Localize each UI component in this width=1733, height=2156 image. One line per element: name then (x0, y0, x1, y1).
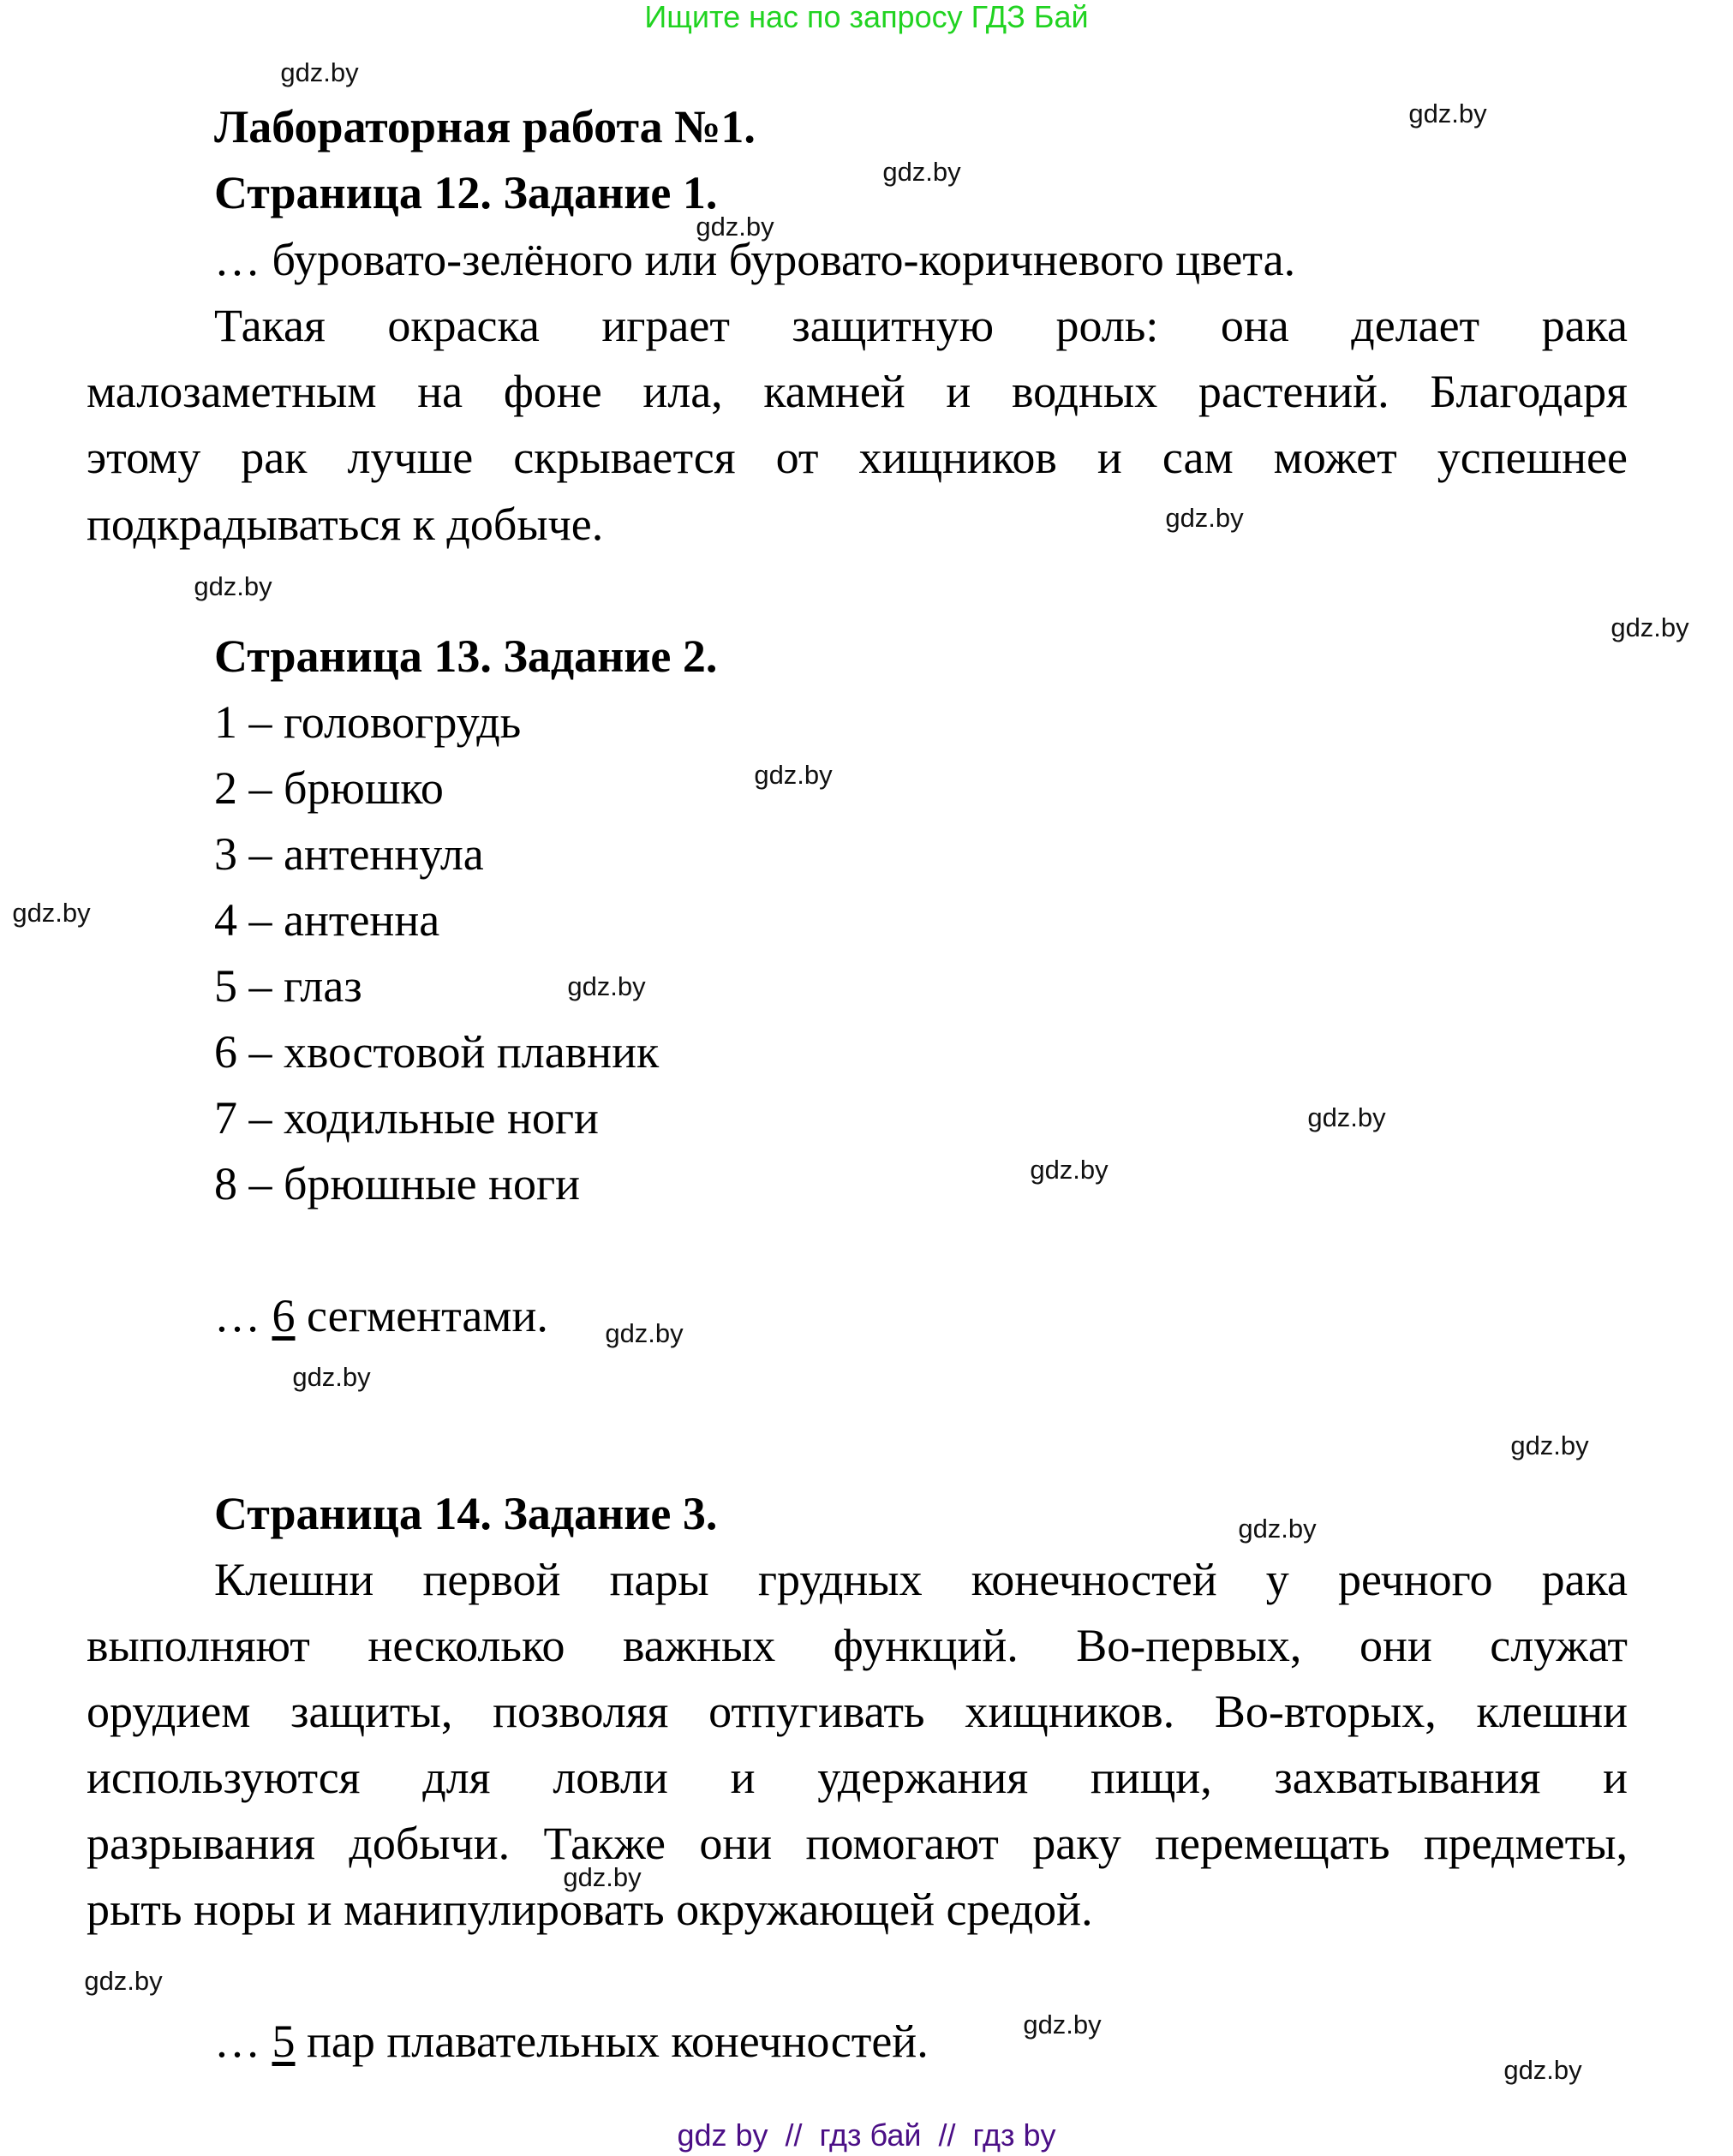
list-item: 2 – брюшко (214, 762, 444, 814)
list-item: 5 – глаз (214, 960, 362, 1012)
task1-lead: … буровато-зелёного или буровато-коричневого цвета. (214, 234, 1296, 285)
task1-line: малозаметным на фоне ила, камней и водных растений. Благодаря (87, 366, 1628, 417)
watermark: gdz.by (1165, 503, 1244, 533)
task1-heading: Страница 12. Задание 1. (214, 167, 718, 218)
answer-prefix: … (214, 1290, 272, 1341)
answer-suffix: пар плавательных конечностей. (295, 2016, 929, 2067)
task3-answer (214, 2008, 929, 2075)
watermark: gdz.by (1238, 1514, 1317, 1544)
watermark: gdz.by (280, 57, 359, 87)
document-title: Лабораторная работа №1. (214, 101, 756, 152)
task2-answer (214, 1282, 548, 1349)
banner-text: Ищите нас по запросу ГДЗ Бай (644, 0, 1089, 34)
watermark: gdz.by (1503, 2055, 1582, 2085)
list-item: 7 – ходильные ноги (214, 1092, 599, 1144)
watermark: gdz.by (754, 760, 833, 790)
task2-heading: Страница 13. Задание 2. (214, 630, 718, 682)
watermark: gdz.by (1030, 1155, 1109, 1185)
answer-suffix: сегментами. (295, 1290, 548, 1341)
task1-line: подкрадываться к добыче. (87, 499, 604, 550)
watermark: gdz.by (1307, 1102, 1386, 1132)
list-item: 4 – антенна (214, 894, 440, 946)
watermark: gdz.by (84, 1966, 163, 1996)
watermark: gdz.by (1610, 612, 1689, 642)
task3-line: Клешни первой пары грудных конечностей у речного рака (214, 1554, 1628, 1605)
list-item: 3 – антеннула (214, 828, 484, 880)
answer-value: 5 (272, 2016, 296, 2067)
task3-heading: Страница 14. Задание 3. (214, 1488, 718, 1539)
search-banner (0, 0, 1733, 34)
watermark: gdz.by (1408, 99, 1487, 128)
watermark: gdz.by (1510, 1430, 1589, 1460)
watermark: gdz.by (882, 157, 961, 187)
answer-value: 6 (272, 1290, 296, 1341)
task3-line: разрывания добычи. Также они помогают раку перемещать предметы, (87, 1818, 1628, 1869)
watermark: gdz.by (1023, 2010, 1102, 2040)
watermark: gdz.by (12, 898, 91, 928)
task3-line: выполняют несколько важных функций. Во-первых, они служат (87, 1620, 1628, 1671)
task1-line: Такая окраска играет защитную роль: она делает рака (214, 300, 1628, 351)
task3-line: используются для ловли и удержания пищи, захватывания и (87, 1752, 1628, 1803)
list-item: 8 – брюшные ноги (214, 1158, 580, 1209)
watermark: gdz.by (567, 971, 646, 1001)
answer-prefix: … (214, 2016, 272, 2067)
watermark: gdz.by (696, 212, 774, 242)
watermark: gdz.by (563, 1862, 642, 1892)
task1-line: этому рак лучше скрывается от хищников и сам может успешнее (87, 432, 1628, 483)
task3-line: рыть норы и манипулировать окружающей средой. (87, 1884, 1093, 1935)
task3-line: орудием защиты, позволяя отпугивать хищников. Во-вторых, клешни (87, 1686, 1628, 1737)
list-item: 6 – хвостовой плавник (214, 1026, 660, 1078)
watermark: gdz.by (605, 1318, 684, 1348)
list-item: 1 – головогрудь (214, 696, 522, 748)
footer-links: gdz by // гдз бай // гдз by (677, 2117, 1056, 2153)
watermark: gdz.by (194, 571, 272, 601)
watermark: gdz.by (292, 1362, 371, 1392)
